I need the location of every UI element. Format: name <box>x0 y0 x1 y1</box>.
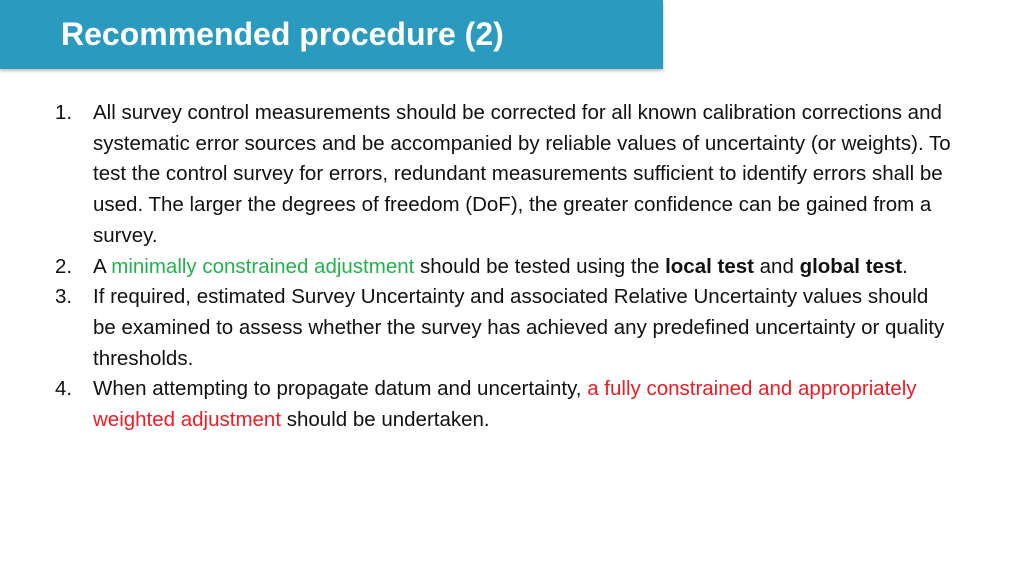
list-number: 3. <box>55 285 73 309</box>
list-item <box>55 374 955 435</box>
item-text: If required, estimated Survey Uncertainty and associated Relative Uncertainty values should be examined to assess whether the survey has achieved any predefined uncertainty or quality thresholds. <box>93 285 945 370</box>
procedure-list <box>55 98 955 436</box>
title-bar <box>0 0 663 69</box>
list-number: 4. <box>55 377 73 401</box>
page-title: Recommended procedure (2) <box>61 16 504 52</box>
list-number: 2. <box>55 254 73 278</box>
bold-term-global-test: global test <box>799 254 903 278</box>
item-text-end: . <box>902 254 908 278</box>
list-item <box>55 98 955 252</box>
highlight-green-text: minimally constrained adjustment <box>111 254 415 278</box>
item-text-pre: When attempting to propagate datum and uncertainty, <box>93 377 588 401</box>
list-item <box>55 252 955 283</box>
item-text: All survey control measurements should be corrected for all known calibration corrections and systematic error sources and be accompanied by reliable values of uncertainty (or weights). To test the control survey for errors, redundant measurements sufficient to identify errors shall be used. The larger the degrees of freedom (DoF), the greater confidence can be gained from a survey. <box>93 101 951 247</box>
list-number: 1. <box>55 101 73 124</box>
item-text-mid: should be tested using the <box>414 254 666 278</box>
highlight-red-text: a fully constrained and appropriately weighted adjustment <box>93 377 917 432</box>
item-text-end: should be undertaken. <box>281 408 490 432</box>
item-text-and: and <box>753 254 800 278</box>
item-text-pre: A <box>93 254 112 278</box>
bold-term-local-test: local test <box>665 254 754 278</box>
list-item <box>55 282 955 374</box>
